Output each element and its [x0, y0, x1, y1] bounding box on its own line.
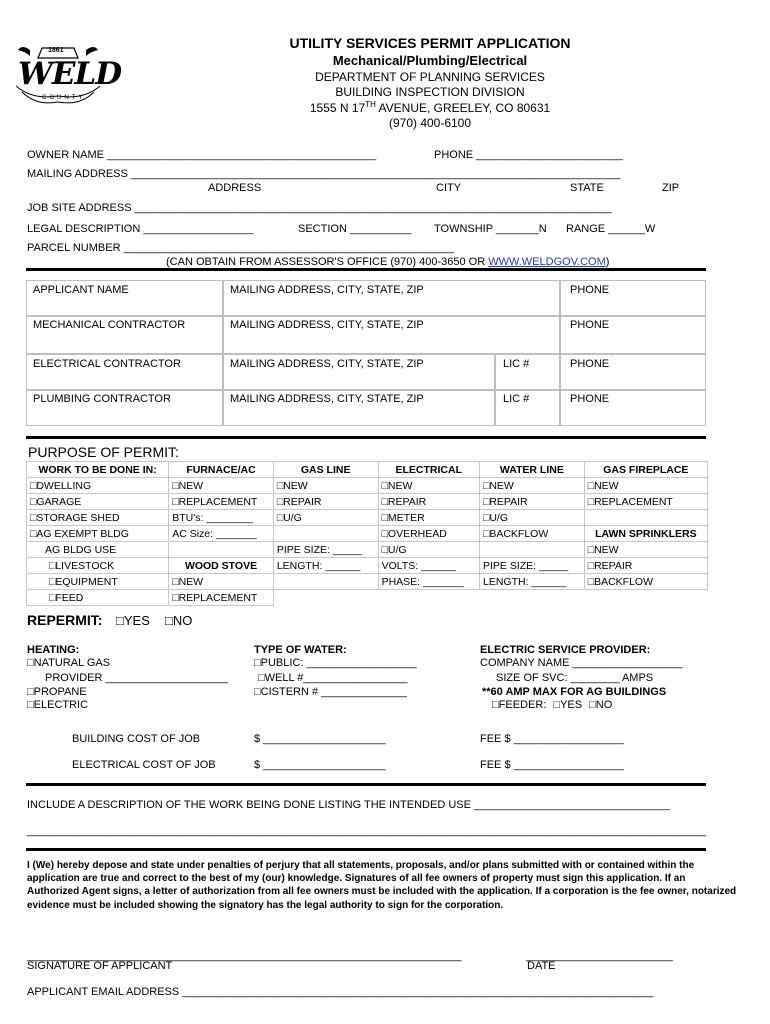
job-site-field[interactable]: JOB SITE ADDRESS ______________________________________________________________________________	[27, 202, 612, 214]
declaration-text: I (We) hereby depose and state under penalties of perjury that all statements, proposals, and/or plans submitted with or contained within the application are true and correct to the best of my (our) knowledge. Signatures of all fee owners of property must sign this application. If an Authorized Agent signs, a letter of authorization from all fee owners must be included with the application. If a corporation is the fee owner, notarized evidence must be included showing the signatory has the legal authority to sign for the corporation.	[27, 860, 737, 911]
mechanical-phone-label: PHONE	[570, 319, 610, 331]
checkbox-cistern[interactable]: □ CISTERN # ______________	[254, 686, 407, 698]
col-city: CITY	[436, 182, 462, 194]
empty-cell	[378, 590, 479, 606]
address-sup: TH	[365, 100, 376, 109]
address-post: AVENUE, GREELEY, CO 80631	[375, 101, 551, 115]
plumbing-phone-label: PHONE	[570, 393, 610, 405]
address	[200, 100, 660, 115]
service-size-field[interactable]: SIZE OF SVC: ________ AMPS	[496, 672, 654, 684]
checkbox-wood-new[interactable]: □ NEW	[169, 574, 274, 590]
header-gas-line: GAS LINE	[273, 462, 378, 478]
signature-line[interactable]: _______________________________________________________________________	[27, 950, 462, 962]
provider-field[interactable]: PROVIDER ____________________	[45, 672, 228, 684]
assessor-note-end: )	[605, 256, 610, 268]
plumbing-address-label: MAILING ADDRESS, CITY, STATE, ZIP	[230, 393, 424, 405]
checkbox-lawn-backflow[interactable]: □ BACKFLOW	[584, 574, 707, 590]
checkbox-livestock[interactable]: □ LIVESTOCK	[27, 558, 169, 574]
owner-phone-field[interactable]: PHONE ________________________	[434, 149, 623, 161]
checkbox-water-new[interactable]: □ NEW	[479, 478, 584, 494]
applicant-email-field[interactable]: APPLICANT EMAIL ADDRESS _____________________________________________________________________________	[27, 986, 654, 998]
electrical-cost-field[interactable]: $ ____________________	[254, 759, 386, 771]
header-electrical: ELECTRICAL	[378, 462, 479, 478]
address-pre: 1555 N 17	[309, 101, 366, 115]
electrical-lic-label: LIC #	[503, 358, 530, 370]
checkbox-electrical-new[interactable]: □ NEW	[378, 478, 479, 494]
electric-provider-label: ELECTRIC SERVICE PROVIDER:	[480, 644, 651, 656]
empty-cell	[479, 590, 584, 606]
repermit-no-checkbox[interactable]: □ NO	[165, 613, 192, 628]
checkbox-fireplace-new[interactable]: □ NEW	[584, 478, 707, 494]
water-type-label: TYPE OF WATER:	[254, 644, 347, 656]
wood-stove-heading: WOOD STOVE	[169, 558, 274, 574]
checkbox-gas-repair[interactable]: □ REPAIR	[273, 494, 378, 510]
heating-label: HEATING:	[27, 644, 80, 656]
company-name-field[interactable]: COMPANY NAME __________________	[480, 657, 683, 669]
purpose-row	[27, 542, 708, 558]
empty-cell	[273, 526, 378, 542]
building-cost-label: BUILDING COST OF JOB	[72, 733, 201, 745]
feeder-label: □ FEEDER:	[492, 699, 546, 711]
department: DEPARTMENT OF PLANNING SERVICES	[315, 70, 545, 84]
ac-size-field[interactable]: AC Size: _______	[169, 526, 274, 542]
logo-text: WELD	[18, 56, 122, 92]
mechanical-name-label: MECHANICAL CONTRACTOR	[33, 319, 186, 331]
checkbox-water-backflow[interactable]: □ BACKFLOW	[479, 526, 584, 542]
volts-field[interactable]: VOLTS: ______	[378, 558, 479, 574]
township-field[interactable]: TOWNSHIP _______N	[434, 223, 547, 235]
weld-county-logo	[12, 40, 122, 110]
applicant-address-label: MAILING ADDRESS, CITY, STATE, ZIP	[230, 284, 424, 296]
divider	[26, 783, 706, 786]
parcel-number-field[interactable]: PARCEL NUMBER ______________________________________________________	[27, 242, 454, 254]
plumbing-lic-label: LIC #	[503, 393, 530, 405]
btu-field[interactable]: BTU's: ________	[169, 510, 274, 526]
checkbox-lawn-repair[interactable]: □ REPAIR	[584, 558, 707, 574]
checkbox-water-ug[interactable]: □ U/G	[479, 510, 584, 526]
checkbox-lawn-new[interactable]: □ NEW	[584, 542, 707, 558]
checkbox-electrical-ug[interactable]: □ U/G	[378, 542, 479, 558]
building-fee-field[interactable]: FEE $ __________________	[480, 733, 624, 745]
empty-cell	[479, 542, 584, 558]
purpose-row	[27, 574, 708, 590]
purpose-row	[27, 526, 708, 542]
water-length-field[interactable]: LENGTH: ______	[479, 574, 584, 590]
feeder-row	[492, 699, 612, 711]
checkbox-gas-ug[interactable]: □ U/G	[273, 510, 378, 526]
checkbox-furnace-new[interactable]: □ NEW	[169, 478, 274, 494]
legal-description-field[interactable]: LEGAL DESCRIPTION __________________	[27, 223, 254, 235]
checkbox-dwelling[interactable]: □ DWELLING	[27, 478, 169, 494]
checkbox-garage[interactable]: □ GARAGE	[27, 494, 169, 510]
col-address: ADDRESS	[208, 182, 262, 194]
gas-length-field[interactable]: LENGTH: ______	[273, 558, 378, 574]
phase-field[interactable]: PHASE: _______	[378, 574, 479, 590]
checkbox-ag-exempt[interactable]: □ AG EXEMPT BLDG	[27, 526, 169, 542]
checkbox-electrical-overhead[interactable]: □ OVERHEAD	[378, 526, 479, 542]
col-state: STATE	[570, 182, 604, 194]
checkbox-storage-shed[interactable]: □ STORAGE SHED	[27, 510, 169, 526]
purpose-row	[27, 478, 708, 494]
header-gas-fireplace: GAS FIREPLACE	[584, 462, 707, 478]
electrical-fee-field[interactable]: FEE $ __________________	[480, 759, 624, 771]
water-pipe-size-field[interactable]: PIPE SIZE: _____	[479, 558, 584, 574]
checkbox-gas-new[interactable]: □ NEW	[273, 478, 378, 494]
mechanical-address-label: MAILING ADDRESS, CITY, STATE, ZIP	[230, 319, 424, 331]
empty-cell	[584, 510, 707, 526]
divider	[26, 268, 706, 271]
applicant-name-label: APPLICANT NAME	[33, 284, 129, 296]
electrical-cost-label: ELECTRICAL COST OF JOB	[72, 759, 216, 771]
repermit-yes-checkbox[interactable]: □ YES	[116, 613, 150, 628]
purpose-header-row	[27, 462, 708, 478]
checkbox-public-water[interactable]: □ PUBLIC: __________________	[254, 657, 417, 669]
purpose-row	[27, 510, 708, 526]
electrical-name-label: ELECTRICAL CONTRACTOR	[33, 358, 181, 370]
max-amp-note: **60 AMP MAX FOR AG BUILDINGS	[482, 686, 667, 698]
office-phone: (970) 400-6100	[388, 116, 472, 130]
electrical-address-label: MAILING ADDRESS, CITY, STATE, ZIP	[230, 358, 424, 370]
empty-cell	[273, 574, 378, 590]
ag-bldg-use-label: AG BLDG USE	[27, 542, 169, 558]
lawn-sprinklers-heading: LAWN SPRINKLERS	[584, 526, 707, 542]
checkbox-feed[interactable]: □ FEED	[27, 590, 169, 606]
gas-pipe-size-field[interactable]: PIPE SIZE: _____	[273, 542, 378, 558]
checkbox-natural-gas[interactable]: □ NATURAL GAS	[27, 657, 110, 669]
col-zip: ZIP	[662, 182, 680, 194]
checkbox-fireplace-replacement[interactable]: □ REPLACEMENT	[584, 494, 707, 510]
header-furnace: FURNACE/AC	[169, 462, 274, 478]
range-field[interactable]: RANGE ______W	[566, 223, 656, 235]
logo-year: 1861	[48, 47, 64, 54]
checkbox-propane[interactable]: □ PROPANE	[27, 686, 87, 698]
purpose-table	[26, 461, 708, 606]
checkbox-furnace-replacement[interactable]: □ REPLACEMENT	[169, 494, 274, 510]
signature-label: SIGNATURE OF APPLICANT	[27, 960, 173, 972]
checkbox-electrical-repair[interactable]: □ REPAIR	[378, 494, 479, 510]
assessor-note-text: (CAN OBTAIN FROM ASSESSOR'S OFFICE (970) 400-3650 OR	[166, 256, 489, 268]
checkbox-electrical-meter[interactable]: □ METER	[378, 510, 479, 526]
form-subtitle: Mechanical/Plumbing/Electrical	[332, 53, 528, 68]
plumbing-name-label: PLUMBING CONTRACTOR	[33, 393, 171, 405]
empty-cell	[169, 542, 274, 558]
assessor-note	[166, 256, 609, 268]
date-label: DATE	[527, 960, 556, 972]
repermit-label: REPERMIT:	[27, 612, 103, 628]
checkbox-wood-replacement[interactable]: □ REPLACEMENT	[169, 590, 274, 606]
applicant-phone-label: PHONE	[570, 284, 610, 296]
divider	[26, 848, 706, 851]
date-line[interactable]: ________________________	[526, 950, 673, 962]
form-title: UTILITY SERVICES PERMIT APPLICATION	[289, 35, 571, 51]
purpose-heading: PURPOSE OF PERMIT:	[28, 444, 179, 460]
owner-name-field[interactable]: OWNER NAME ____________________________________________	[27, 149, 377, 161]
building-cost-field[interactable]: $ ____________________	[254, 733, 386, 745]
mailing-address-field[interactable]: MAILING ADDRESS ________________________________________________________________________________	[27, 168, 621, 180]
feeder-yes-checkbox[interactable]: □ YES	[553, 699, 582, 711]
header-water-line: WATER LINE	[479, 462, 584, 478]
checkbox-electric[interactable]: □ ELECTRIC	[27, 699, 88, 711]
checkbox-well[interactable]: □ WELL #_________________	[258, 672, 407, 684]
purpose-row	[27, 494, 708, 510]
weldgov-link[interactable]: WWW.WELDGOV.COM	[488, 256, 606, 268]
feeder-no-checkbox[interactable]: □ NO	[589, 699, 612, 711]
section-field[interactable]: SECTION __________	[298, 223, 412, 235]
checkbox-water-repair[interactable]: □ REPAIR	[479, 494, 584, 510]
purpose-row	[27, 558, 708, 574]
header-work: WORK TO BE DONE IN:	[27, 462, 169, 478]
description-field[interactable]: INCLUDE A DESCRIPTION OF THE WORK BEING DONE LISTING THE INTENDED USE ________________________________	[27, 799, 670, 811]
purpose-row	[27, 590, 708, 606]
empty-cell	[273, 590, 378, 606]
division: BUILDING INSPECTION DIVISION	[335, 85, 525, 99]
logo-county: COUNTY	[42, 95, 86, 101]
checkbox-equipment[interactable]: □ EQUIPMENT	[27, 574, 169, 590]
electrical-phone-label: PHONE	[570, 358, 610, 370]
divider	[26, 436, 706, 439]
description-field-line2[interactable]: _______________________________________________________________________________________________________________	[27, 825, 707, 837]
empty-cell	[584, 590, 707, 606]
